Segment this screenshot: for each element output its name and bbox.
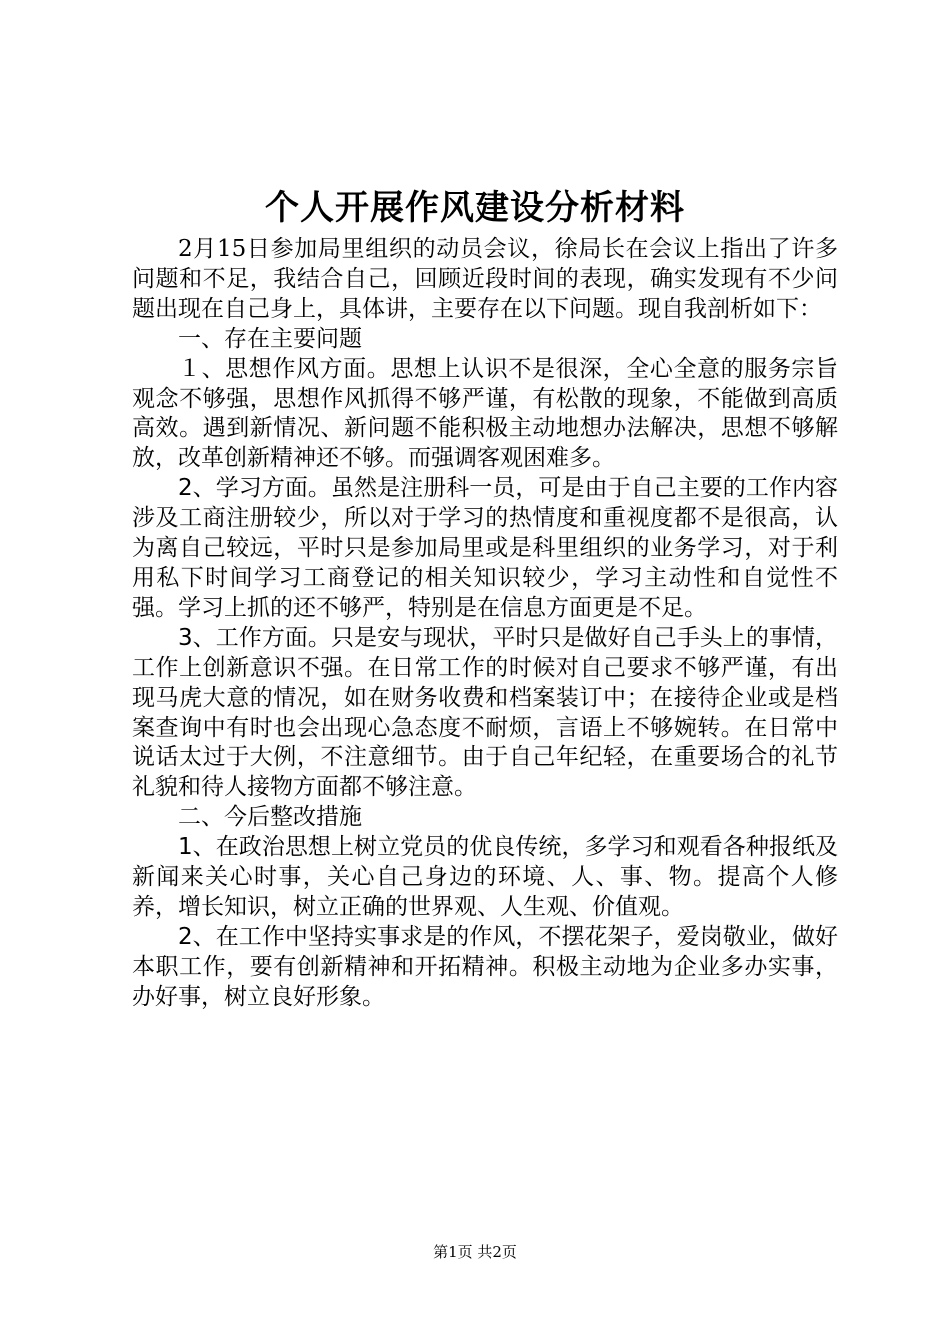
paragraph-body: 提高个人修养，增长知识，树立正确的世界观、人生观、价值观。 <box>132 864 839 920</box>
paragraph-lead: 1、在政治思想上树立党员的优良传统，多学习和观看各种报纸及新闻来关心时事，关心自己身边的环境、人、事、物。 <box>132 834 838 891</box>
document-title: 个人开展作风建设分析材料 <box>265 188 685 228</box>
document-body <box>132 235 838 1013</box>
paragraph-lead: 3、工作方面。 <box>178 624 331 651</box>
intro-paragraph: 2月15日参加局里组织的动员会议，徐局长在会议上指出了许多问题和不足，我结合自己，回顾近段时间的表现，确实发现有不少问题出现在自己身上，具体讲，主要存在以下问题。现自我剖析如下： <box>132 236 838 322</box>
paragraph-study <box>132 474 838 624</box>
paragraph-thinking-style: １、思想作风方面。思想上认识不是很深，全心全意的服务宗旨观念不够强，思想作风抓得不够严谨，有松散的现象，不能做到高质高效。遇到新情况、新问题不能积极主动地想办法解决，思想不够解放，改革创新精神还不够。而强调客观困难多。 <box>132 355 838 472</box>
paragraph-lead: 2、在工作中坚持实事求是的作风，不摆花架子，爱岗敬业，做好本职工作，要有创新精神和开拓精神。 <box>132 923 838 980</box>
paragraph-work-style <box>132 923 838 1013</box>
paragraph-body: 积极主动地为企业多办实事，办好事，树立良好形象。 <box>132 953 839 1010</box>
paragraph-work <box>132 624 838 803</box>
paragraph-body: 虽然是注册科一员，可是由于自己主要的工作内容涉及工商注册较少，所以对于学习的热情度和重视度都不是很高，认为离自己较远，平时只是参加局里或是科里组织的业务学习，对于利用私下时间学习工商登记的相关知识较少，学习主动性和自觉性不强。学习上抓的还不够严，特别是在信息方面更是不足。 <box>132 475 839 621</box>
section-heading-measures: 二、今后整改措施 <box>178 804 362 831</box>
paragraph-lead: 2、学习方面。 <box>178 475 331 502</box>
section-heading-problems: 一、存在主要问题 <box>178 325 362 352</box>
paragraph-body: 只是安与现状，平时只是做好自己手头上的事情，工作上创新意识不强。在日常工作的时候对自己要求不够严谨，有出现马虎大意的情况，如在财务收费和档案装订中；在接待企业或是档案查询中有时也会出现心急态度不耐烦，言语上不够婉转。在日常中说话太过于大例，不注意细节。由于自己年纪轻，在重要场合的礼节礼貌和待人接物方面都不够注意。 <box>132 624 839 801</box>
paragraph-political-thought <box>132 833 838 923</box>
page-footer: 第1页 共2页 <box>433 1243 517 1261</box>
